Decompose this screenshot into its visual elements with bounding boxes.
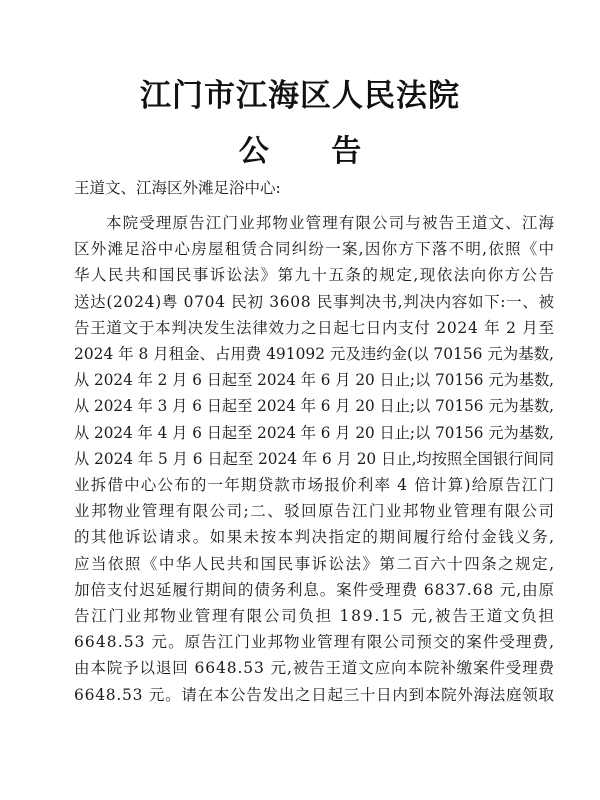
body-line: 2024 年 8 月租金、占用费 491092 元及违约金(以 70156 元为基数,	[74, 345, 554, 363]
body-line: 本院受理原告江门业邦物业管理有限公司与被告王道文、江海	[106, 214, 556, 232]
body-line: 从 2024 年 5 月 6 日起至 2024 年 6 月 20 日止,均按照全国银行间同	[74, 449, 554, 468]
court-name-heading: 江门市江海区人民法院	[140, 78, 460, 114]
body-line: 6648.53 元。原告江门业邦物业管理有限公司预交的案件受理费,	[74, 633, 556, 652]
body-line: 区外滩足浴中心房屋租赁合同纠纷一案,因你方下落不明,依照《中	[74, 240, 556, 259]
body-line: 业拆借中心公布的一年期贷款市场报价利率 4 倍计算)给原告江门	[74, 476, 556, 494]
notice-title-heading: 公 告	[238, 134, 388, 169]
body-line: 送达(2024)粤 0704 民初 3608 民事判决书,判决内容如下:一、被	[74, 292, 555, 311]
body-line: 由本院予以退回 6648.53 元,被告王道文应向本院补缴案件受理费	[74, 659, 555, 678]
body-line: 华人民共和国民事诉讼法》第九十五条的规定,现依法向你方公告	[74, 266, 556, 285]
body-line: 从 2024 年 3 月 6 日起至 2024 年 6 月 20 日止;以 70156 元为基数,	[74, 397, 554, 416]
body-line: 的其他诉讼请求。如果未按本判决指定的期间履行给付金钱义务,	[74, 528, 556, 547]
body-line: 告江门业邦物业管理有限公司负担 189.15 元,被告王道文负担	[74, 607, 556, 625]
body-line: 从 2024 年 2 月 6 日起至 2024 年 6 月 20 日止;以 70156 元为基数,	[74, 371, 554, 390]
body-line: 告王道文于本判决发生法律效力之日起七日内支付 2024 年 2 月至	[74, 318, 555, 337]
body-line: 从 2024 年 4 月 6 日起至 2024 年 6 月 20 日止;以 70156 元为基数,	[74, 423, 554, 442]
addressee-line: 王道文、江海区外滩足浴中心:	[74, 179, 281, 197]
body-line: 加倍支付迟延履行期间的债务利息。案件受理费 6837.68 元,由原	[74, 580, 555, 599]
body-line: 6648.53 元。请在本公告发出之日起三十日内到本院外海法庭领取	[74, 685, 555, 704]
body-line: 业邦物业管理有限公司;二、驳回原告江门业邦物业管理有限公司	[74, 502, 556, 521]
body-line: 应当依照《中华人民共和国民事诉讼法》第二百六十四条之规定,	[74, 554, 556, 573]
